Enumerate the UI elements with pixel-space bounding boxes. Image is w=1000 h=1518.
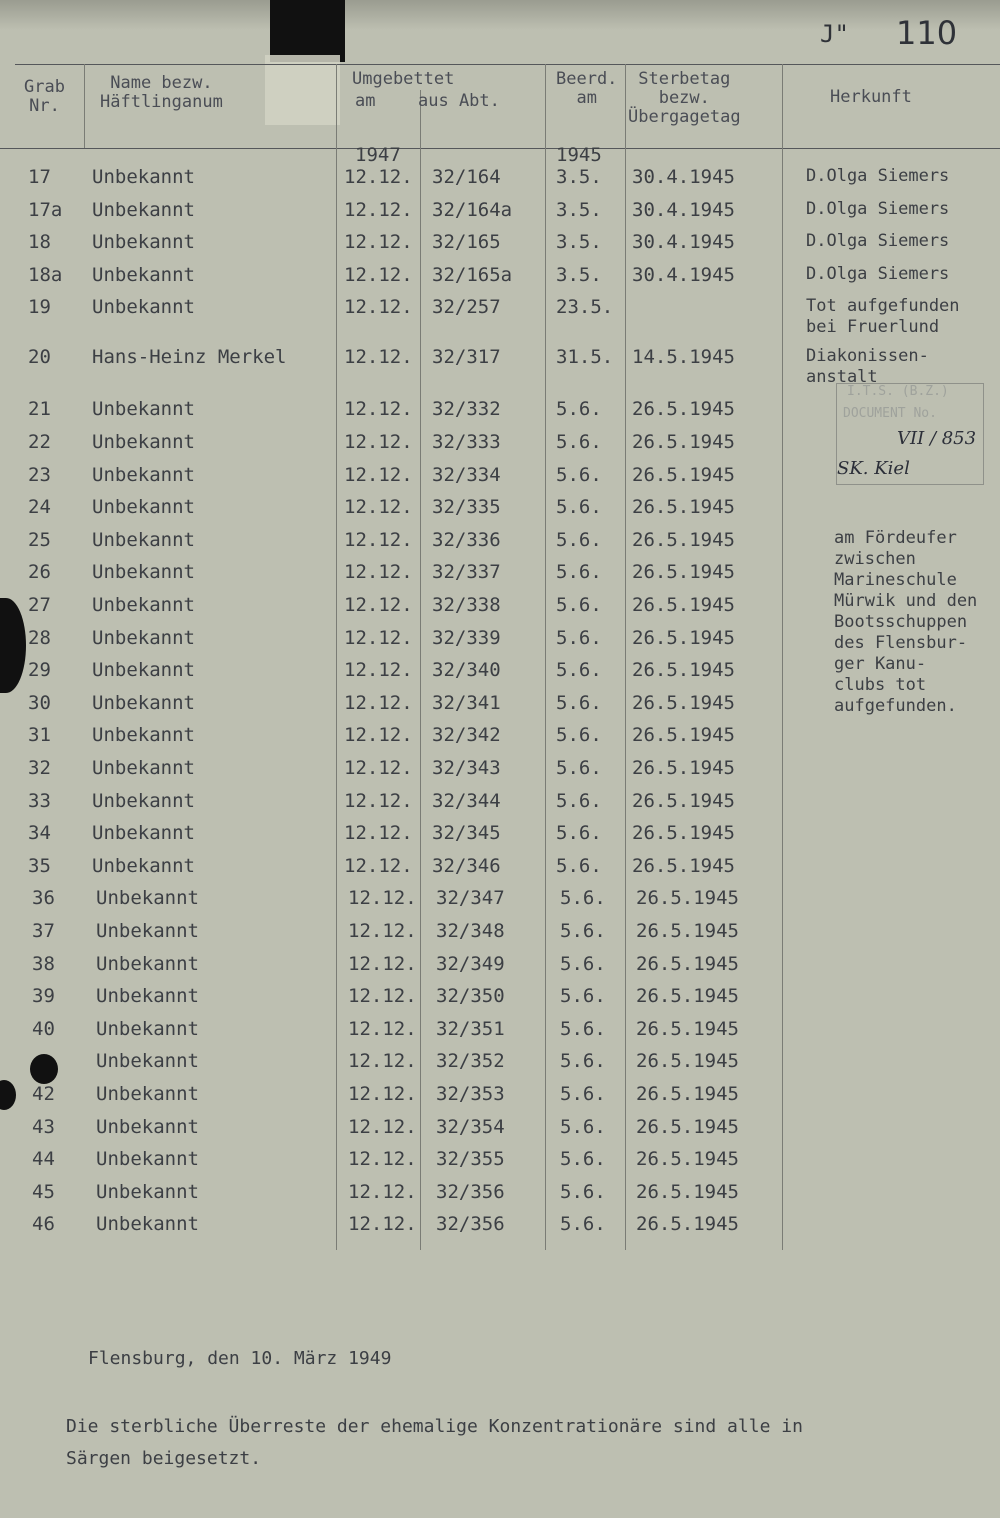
year-umgebettet: 1947: [355, 144, 401, 166]
cell-name: Unbekannt: [92, 757, 195, 779]
cell-sterbetag: 26.5.1945: [636, 985, 739, 1008]
cell-am: 12.12.: [344, 528, 413, 551]
cell-name: Unbekannt: [92, 691, 195, 714]
cell-abt: 32/257: [432, 296, 501, 319]
torn-gap: [270, 0, 345, 62]
cell-abt: 32/340: [432, 659, 501, 682]
cell-am: 12.12.: [344, 691, 413, 714]
cell-abt: 32/345: [432, 822, 501, 845]
cell-sterbetag: 26.5.1945: [636, 1213, 739, 1236]
cell-name: Unbekannt: [92, 263, 195, 286]
column-divider: [420, 90, 421, 1250]
header-bottom-rule: [0, 148, 1000, 149]
cell-nr: 39: [32, 985, 55, 1008]
cell-nr: 25: [28, 528, 51, 551]
cell-am: 12.12.: [344, 822, 413, 845]
cell-am: 12.12.: [348, 920, 417, 942]
cell-am: 12.12.: [344, 757, 413, 779]
cell-am: 12.12.: [344, 166, 413, 188]
cell-nr: 45: [32, 1180, 55, 1203]
cell-name: Unbekannt: [92, 854, 195, 877]
cell-abt: 32/334: [432, 463, 501, 486]
cell-nr: 36: [32, 887, 55, 910]
cell-beerd: 5.6.: [556, 724, 602, 747]
cell-beerd: 5.6.: [556, 822, 602, 845]
cell-sterbetag: 26.5.1945: [636, 1115, 739, 1138]
cell-name: Unbekannt: [92, 626, 195, 649]
cell-beerd: 5.6.: [560, 1050, 606, 1073]
punch-hole-icon: [30, 1054, 58, 1084]
cell-name: Unbekannt: [96, 1115, 199, 1138]
cell-abt: 32/355: [436, 1148, 505, 1171]
cell-am: 12.12.: [344, 626, 413, 649]
cell-abt: 32/347: [436, 887, 505, 910]
place-date: Flensburg, den 10. März 1949: [88, 1348, 392, 1369]
year-beerd: 1945: [556, 144, 602, 166]
cell-beerd: 31.5.: [556, 346, 614, 369]
cell-sterbetag: 26.5.1945: [632, 789, 735, 812]
cell-nr: 33: [28, 789, 51, 812]
cell-sterbetag: 26.5.1945: [632, 463, 735, 486]
cell-nr: 24: [28, 496, 51, 519]
cell-abt: 32/165a: [432, 263, 513, 286]
cell-nr: 42: [32, 1083, 55, 1105]
column-divider: [336, 64, 337, 1250]
cell-abt: 32/353: [436, 1083, 505, 1105]
header-beerd: Beerd. am: [556, 69, 618, 108]
cell-beerd: 5.6.: [556, 561, 602, 584]
cell-name: Unbekannt: [96, 1050, 199, 1073]
cell-herkunft: D.Olga Siemers: [806, 198, 950, 219]
header-am: am: [355, 91, 376, 111]
cell-abt: 32/342: [432, 724, 501, 747]
cell-name: Unbekannt: [96, 887, 199, 910]
header-grab: Grab Nr.: [24, 77, 65, 116]
cell-name: Unbekannt: [92, 431, 195, 453]
cell-nr: 28: [28, 626, 51, 649]
cell-beerd: 5.6.: [560, 1115, 606, 1138]
stamp-line: I.T.S. (B.Z.): [847, 384, 949, 399]
cell-abt: 32/344: [432, 789, 501, 812]
cell-nr: 26: [28, 561, 51, 584]
cell-am: 12.12.: [348, 887, 417, 910]
cell-beerd: 3.5.: [556, 166, 602, 188]
cell-abt: 32/348: [436, 920, 505, 942]
cell-name: Unbekannt: [92, 496, 195, 519]
cell-nr: 27: [28, 594, 51, 616]
cell-nr: 37: [32, 920, 55, 942]
cell-beerd: 5.6.: [556, 594, 602, 616]
cell-sterbetag: 26.5.1945: [632, 659, 735, 682]
cell-nr: 30: [28, 691, 51, 714]
cell-name: Unbekannt: [96, 1148, 199, 1171]
cell-beerd: 23.5.: [556, 296, 614, 319]
header-sterbetag: Sterbetag bezw. Übergagetag: [628, 69, 741, 127]
cell-name: Unbekannt: [92, 822, 195, 845]
cell-beerd: 3.5.: [556, 198, 602, 221]
cell-beerd: 5.6.: [560, 1180, 606, 1203]
cell-am: 12.12.: [348, 1213, 417, 1236]
cell-beerd: 5.6.: [556, 757, 602, 779]
cell-abt: 32/164: [432, 166, 501, 188]
cell-am: 12.12.: [348, 1050, 417, 1073]
cell-nr: 19: [28, 296, 51, 319]
group-origin-note: am Fördeufer zwischen Marineschule Mürwik und den Bootsschuppen des Flensbur- ger Kanu- clubs tot aufgefunden.: [834, 528, 978, 716]
cell-nr: 43: [32, 1115, 55, 1138]
cell-herkunft: Tot aufgefunden bei Fruerlund: [806, 296, 960, 338]
cell-herkunft: D.Olga Siemers: [806, 231, 950, 252]
cell-am: 12.12.: [348, 1115, 417, 1138]
cell-sterbetag: 30.4.1945: [632, 166, 735, 188]
cell-beerd: 3.5.: [556, 231, 602, 254]
cell-sterbetag: 26.5.1945: [632, 724, 735, 747]
cell-name: Unbekannt: [92, 166, 195, 188]
cell-am: 12.12.: [344, 346, 413, 369]
punch-hole-icon: [0, 1080, 16, 1110]
cell-nr: 17: [28, 166, 51, 188]
cell-sterbetag: 30.4.1945: [632, 198, 735, 221]
cell-name: Unbekannt: [92, 528, 195, 551]
cell-abt: 32/352: [436, 1050, 505, 1073]
cell-sterbetag: 30.4.1945: [632, 231, 735, 254]
cell-sterbetag: 26.5.1945: [636, 1148, 739, 1171]
cell-am: 12.12.: [344, 854, 413, 877]
cell-am: 12.12.: [344, 724, 413, 747]
column-divider: [84, 64, 85, 148]
cell-sterbetag: 26.5.1945: [632, 594, 735, 616]
cell-beerd: 5.6.: [556, 398, 602, 421]
header-aus-abt: aus Abt.: [418, 91, 500, 111]
cell-am: 12.12.: [348, 1148, 417, 1171]
cell-name: Unbekannt: [96, 920, 199, 942]
column-divider: [782, 64, 783, 1250]
cell-name: Unbekannt: [92, 296, 195, 319]
cell-name: Hans-Heinz Merkel: [92, 346, 287, 369]
tape-patch: [265, 55, 340, 125]
cell-am: 12.12.: [344, 789, 413, 812]
cell-beerd: 5.6.: [556, 691, 602, 714]
cell-am: 12.12.: [348, 1017, 417, 1040]
cell-beerd: 3.5.: [556, 263, 602, 286]
header-herkunft: Herkunft: [830, 87, 912, 107]
cell-nr: 44: [32, 1148, 55, 1171]
cell-name: Unbekannt: [92, 789, 195, 812]
cell-name: Unbekannt: [92, 561, 195, 584]
cell-herkunft: D.Olga Siemers: [806, 166, 950, 186]
page-mark: J": [820, 20, 849, 48]
cell-abt: 32/337: [432, 561, 501, 584]
cell-am: 12.12.: [344, 659, 413, 682]
cell-beerd: 5.6.: [556, 626, 602, 649]
cell-nr: 46: [32, 1213, 55, 1236]
cell-sterbetag: 26.5.1945: [636, 1180, 739, 1203]
cell-nr: 17a: [28, 198, 63, 221]
cell-am: 12.12.: [348, 985, 417, 1008]
cell-name: Unbekannt: [96, 1083, 199, 1105]
cell-herkunft: D.Olga Siemers: [806, 263, 950, 284]
cell-name: Unbekannt: [92, 231, 195, 254]
cell-sterbetag: 26.5.1945: [632, 626, 735, 649]
cell-nr: 34: [28, 822, 51, 845]
stamp-handwritten-number: VII / 853: [897, 428, 977, 449]
cell-name: Unbekannt: [96, 1017, 199, 1040]
cell-abt: 32/350: [436, 985, 505, 1008]
cell-abt: 32/335: [432, 496, 501, 519]
cell-nr: 18a: [28, 263, 63, 286]
cell-nr: 40: [32, 1017, 55, 1040]
cell-abt: 32/165: [432, 231, 501, 254]
cell-beerd: 5.6.: [556, 659, 602, 682]
header-umgebettet: Umgebettet: [352, 69, 455, 89]
cell-sterbetag: 26.5.1945: [636, 1083, 739, 1105]
header-name: Name bezw. Häftlinganum: [100, 73, 223, 112]
cell-abt: 32/351: [436, 1017, 505, 1040]
cell-name: Unbekannt: [96, 1213, 199, 1236]
cell-am: 12.12.: [344, 561, 413, 584]
cell-am: 12.12.: [344, 594, 413, 616]
cell-herkunft: Diakonissen- anstalt: [806, 346, 929, 388]
cell-sterbetag: 26.5.1945: [636, 952, 739, 975]
document-stamp: [836, 383, 984, 485]
cell-nr: 32: [28, 757, 51, 779]
cell-beerd: 5.6.: [560, 952, 606, 975]
cell-sterbetag: 26.5.1945: [632, 757, 735, 779]
remark-line-2: Särgen beigesetzt.: [66, 1448, 262, 1469]
cell-name: Unbekannt: [92, 659, 195, 682]
column-divider: [625, 64, 626, 1250]
cell-sterbetag: 14.5.1945: [632, 346, 735, 369]
cell-abt: 32/317: [432, 346, 501, 369]
cell-name: Unbekannt: [96, 985, 199, 1008]
cell-abt: 32/356: [436, 1213, 505, 1236]
cell-name: Unbekannt: [96, 1180, 199, 1203]
cell-sterbetag: 26.5.1945: [632, 496, 735, 519]
cell-sterbetag: 26.5.1945: [632, 561, 735, 584]
cell-sterbetag: 26.5.1945: [632, 431, 735, 453]
cell-nr: 20: [28, 346, 51, 369]
cell-beerd: 5.6.: [556, 431, 602, 453]
cell-abt: 32/356: [436, 1180, 505, 1203]
cell-nr: 38: [32, 952, 55, 975]
cell-abt: 32/341: [432, 691, 501, 714]
cell-abt: 32/336: [432, 528, 501, 551]
cell-beerd: 5.6.: [556, 463, 602, 486]
cell-beerd: 5.6.: [556, 496, 602, 519]
cell-abt: 32/164a: [432, 198, 513, 221]
cell-beerd: 5.6.: [556, 528, 602, 551]
torn-top-edge: [0, 0, 1000, 30]
stamp-handwritten-signature: SK. Kiel: [837, 458, 910, 479]
header-top-rule: [15, 64, 1000, 65]
cell-am: 12.12.: [344, 496, 413, 519]
cell-am: 12.12.: [344, 431, 413, 453]
cell-nr: 18: [28, 231, 51, 254]
cell-name: Unbekannt: [92, 724, 195, 747]
cell-beerd: 5.6.: [556, 789, 602, 812]
cell-sterbetag: 26.5.1945: [632, 822, 735, 845]
cell-beerd: 5.6.: [556, 854, 602, 877]
cell-am: 12.12.: [344, 263, 413, 286]
cell-abt: 32/343: [432, 757, 501, 779]
cell-nr: 35: [28, 854, 51, 877]
page-number: 110: [896, 14, 958, 52]
cell-am: 12.12.: [344, 463, 413, 486]
cell-sterbetag: 26.5.1945: [636, 887, 739, 910]
cell-nr: 31: [28, 724, 51, 747]
cell-am: 12.12.: [344, 296, 413, 319]
cell-beerd: 5.6.: [560, 1083, 606, 1105]
cell-beerd: 5.6.: [560, 920, 606, 942]
cell-nr: 22: [28, 431, 51, 453]
cell-am: 12.12.: [348, 952, 417, 975]
column-divider: [545, 64, 546, 1250]
cell-abt: 32/354: [436, 1115, 505, 1138]
cell-sterbetag: 26.5.1945: [632, 854, 735, 877]
cell-name: Unbekannt: [92, 594, 195, 616]
stamp-line: DOCUMENT No.: [843, 406, 937, 421]
cell-name: Unbekannt: [92, 398, 195, 421]
cell-am: 12.12.: [348, 1180, 417, 1203]
cell-name: Unbekannt: [96, 952, 199, 975]
cell-am: 12.12.: [348, 1083, 417, 1105]
cell-sterbetag: 26.5.1945: [632, 691, 735, 714]
cell-sterbetag: 26.5.1945: [636, 920, 739, 942]
cell-beerd: 5.6.: [560, 1213, 606, 1236]
cell-sterbetag: 26.5.1945: [632, 398, 735, 421]
remark-line-1: Die sterbliche Überreste der ehemalige Konzentrationäre sind alle in: [66, 1416, 803, 1437]
cell-name: Unbekannt: [92, 463, 195, 486]
cell-abt: 32/346: [432, 854, 501, 877]
cell-nr: 21: [28, 398, 51, 421]
cell-sterbetag: 26.5.1945: [636, 1017, 739, 1040]
cell-am: 12.12.: [344, 198, 413, 221]
cell-abt: 32/349: [436, 952, 505, 975]
cell-abt: 32/332: [432, 398, 501, 421]
cell-beerd: 5.6.: [560, 1148, 606, 1171]
cell-beerd: 5.6.: [560, 1017, 606, 1040]
punch-hole-icon: [0, 598, 26, 693]
cell-beerd: 5.6.: [560, 985, 606, 1008]
cell-am: 12.12.: [344, 231, 413, 254]
cell-am: 12.12.: [344, 398, 413, 421]
cell-sterbetag: 26.5.1945: [632, 528, 735, 551]
cell-abt: 32/339: [432, 626, 501, 649]
cell-abt: 32/338: [432, 594, 501, 616]
cell-beerd: 5.6.: [560, 887, 606, 910]
cell-abt: 32/333: [432, 431, 501, 453]
cell-sterbetag: 26.5.1945: [636, 1050, 739, 1073]
cell-nr: 23: [28, 463, 51, 486]
cell-sterbetag: 30.4.1945: [632, 263, 735, 286]
cell-nr: 29: [28, 659, 51, 682]
cell-name: Unbekannt: [92, 198, 195, 221]
